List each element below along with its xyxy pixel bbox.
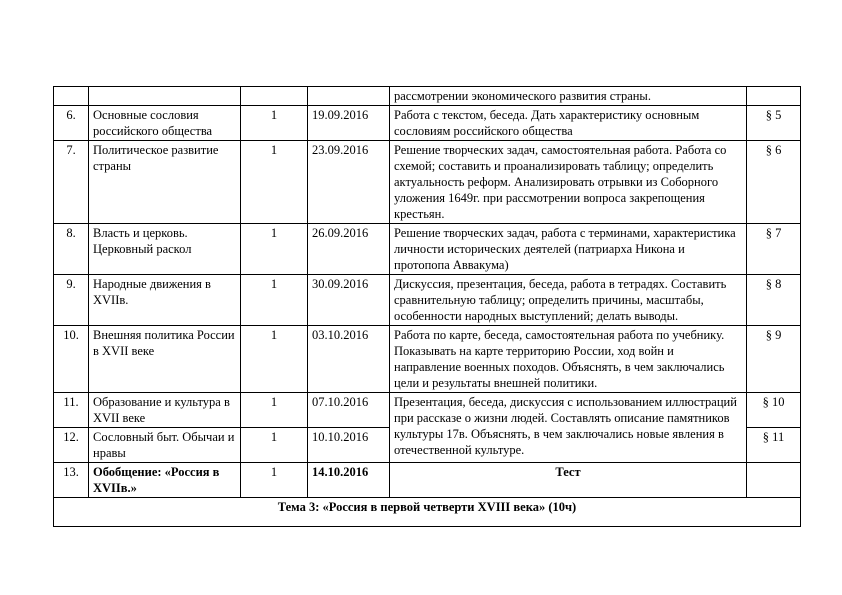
- date-cell: 19.09.2016: [308, 106, 390, 141]
- activity-cell: Работа по карте, беседа, самостоятельная работа по учебнику. Показывать на карте территорию России, ход войн и направление военных походов. Объяснять, в чем заключались цели и результаты внешней политики.: [390, 326, 747, 393]
- date-cell: 26.09.2016: [308, 224, 390, 275]
- date-cell: 07.10.2016: [308, 393, 390, 428]
- hours-cell: 1: [241, 224, 308, 275]
- row-number: 7.: [54, 141, 89, 224]
- section-heading: Тема 3: «Россия в первой четверти XVIII века» (10ч): [54, 498, 801, 527]
- activity-cell: Работа с текстом, беседа. Дать характеристику основным сословиям российского общества: [390, 106, 747, 141]
- topic-cell: Народные движения в XVIIв.: [89, 275, 241, 326]
- topic-cell: Власть и церковь. Церковный раскол: [89, 224, 241, 275]
- table-row: [54, 106, 801, 141]
- table-row: [54, 141, 801, 224]
- row-number: 9.: [54, 275, 89, 326]
- paragraph-cell: § 11: [747, 428, 801, 463]
- topic-cell: Обобщение: «Россия в XVIIв.»: [89, 463, 241, 498]
- paragraph-cell: § 10: [747, 393, 801, 428]
- row-number: 10.: [54, 326, 89, 393]
- table-row: [54, 224, 801, 275]
- hours-cell: 1: [241, 326, 308, 393]
- activity-cell: Тест: [390, 463, 747, 498]
- activity-cell: Решение творческих задач, работа с терминами, характеристика личности исторических деятелей (патриарха Никона и протопопа Аввакума): [390, 224, 747, 275]
- row-number: 11.: [54, 393, 89, 428]
- topic-cell: Основные сословия российского общества: [89, 106, 241, 141]
- date-cell: 10.10.2016: [308, 428, 390, 463]
- row-number: 8.: [54, 224, 89, 275]
- row-number: 6.: [54, 106, 89, 141]
- activity-cell: Решение творческих задач, самостоятельная работа. Работа со схемой; составить и проанализировать таблицу; определить актуальность реформ. Анализировать отрывки из Соборного уложения 1649г. при рассмотрении вопроса закрепощения крестьян.: [390, 141, 747, 224]
- table-row-continuation: [54, 87, 801, 106]
- activity-cell: рассмотрении экономического развития страны.: [390, 87, 747, 106]
- paragraph-cell: § 7: [747, 224, 801, 275]
- topic-cell: Внешняя политика России в XVII веке: [89, 326, 241, 393]
- lesson-plan-table: [53, 86, 801, 527]
- date-cell: 30.09.2016: [308, 275, 390, 326]
- hours-cell: 1: [241, 463, 308, 498]
- table-row: [54, 393, 801, 428]
- hours-cell: 1: [241, 141, 308, 224]
- topic-cell: Сословный быт. Обычаи и нравы: [89, 428, 241, 463]
- paragraph-cell: § 9: [747, 326, 801, 393]
- paragraph-cell: § 6: [747, 141, 801, 224]
- topic-cell: Политическое развитие страны: [89, 141, 241, 224]
- section-heading-row: [54, 498, 801, 527]
- lesson-plan-page: [53, 86, 800, 527]
- hours-cell: 1: [241, 106, 308, 141]
- paragraph-cell: § 8: [747, 275, 801, 326]
- table-row: [54, 326, 801, 393]
- hours-cell: 1: [241, 275, 308, 326]
- row-number: 13.: [54, 463, 89, 498]
- row-number: 12.: [54, 428, 89, 463]
- paragraph-cell: [747, 463, 801, 498]
- hours-cell: 1: [241, 393, 308, 428]
- date-cell: 14.10.2016: [308, 463, 390, 498]
- activity-cell: Дискуссия, презентация, беседа, работа в тетрадях. Составить сравнительную таблицу; определить причины, масштабы, особенности народных выступлений; делать выводы.: [390, 275, 747, 326]
- table-row-summary: [54, 463, 801, 498]
- hours-cell: 1: [241, 428, 308, 463]
- date-cell: 23.09.2016: [308, 141, 390, 224]
- date-cell: 03.10.2016: [308, 326, 390, 393]
- activity-cell-merged: Презентация, беседа, дискуссия с использованием иллюстраций при рассказе о жизни людей. Составлять описание памятников культуры 17в. Объяснять, в чем заключались новые явления в отечественной культуре.: [390, 393, 747, 463]
- paragraph-cell: § 5: [747, 106, 801, 141]
- topic-cell: Образование и культура в XVII веке: [89, 393, 241, 428]
- table-row: [54, 275, 801, 326]
